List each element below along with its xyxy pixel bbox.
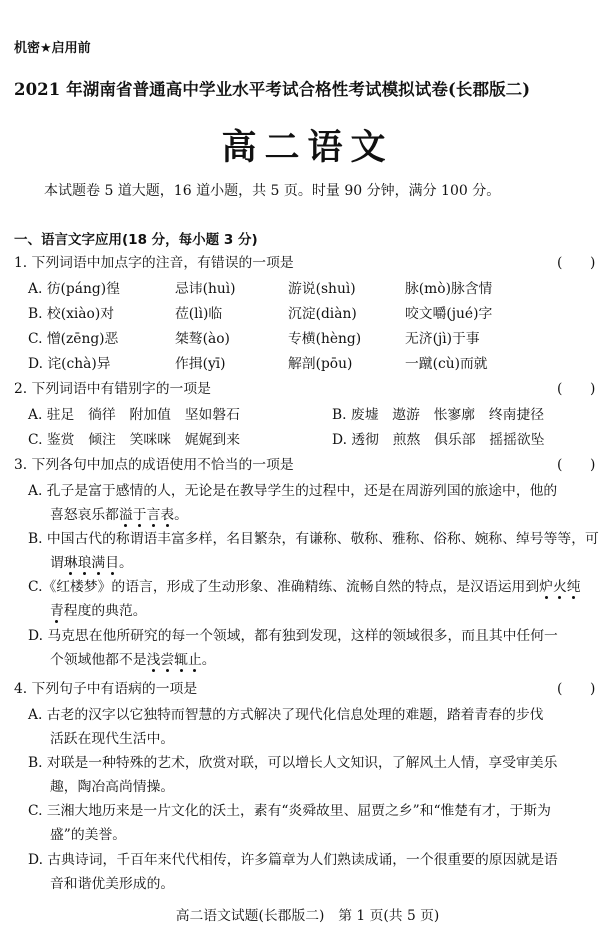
q2-option-b: B. 废墟 遨游 怅寥廓 终南捷径 — [332, 407, 545, 423]
q1-option-c-1: C. 憎(zēng)恶 — [28, 331, 119, 347]
q3-option-c-line2: 青程度的典范。 — [50, 599, 147, 619]
q3-option-a-line1: A. 孔子是富于感情的人，无论是在教导学生的过程中，还是在周游列国的旅途中，他的 — [28, 483, 558, 499]
question-3-stem: 3. 下列各句中加点的成语使用不恰当的一项是 — [14, 457, 294, 473]
dotted-idiom: 溢于言表 — [119, 507, 174, 523]
q3-option-d-line1: D. 马克思在他所研究的每一个领域，都有独到发现，这样的领域很多，而且其中任何一 — [28, 628, 558, 644]
q3-option-a-line2: 喜怒哀乐都溢于言表。 — [50, 503, 188, 523]
dotted-idiom: 浅尝辄止 — [147, 652, 202, 668]
section-title: 一、语言文字应用(18 分，每小题 3 分) — [14, 232, 258, 248]
exam-instructions: 本试题卷 5 道大题，16 道小题，共 5 页。时量 90 分钟，满分 100 分。 — [44, 183, 501, 199]
dotted-idiom: 炉火纯 — [539, 579, 580, 595]
q1-option-a-1: A. 彷(páng)徨 — [28, 281, 120, 297]
confidential-label: 机密★启用前 — [14, 41, 91, 56]
question-1-stem: 1. 下列词语中加点字的注音，有错误的一项是 — [14, 255, 294, 271]
q1-option-d-2: 作揖(yī) — [175, 356, 226, 372]
answer-blank-1[interactable]: ( ) — [557, 255, 596, 271]
exam-title: 2021 年湖南省普通高中学业水平考试合格性考试模拟试卷(长郡版二) — [14, 80, 531, 99]
question-4-stem: 4. 下列句子中有语病的一项是 — [14, 681, 198, 697]
q4-option-a-line2: 活跃在现代生活中。 — [50, 731, 175, 747]
q2-option-d: D. 透彻 煎熬 俱乐部 摇摇欲坠 — [332, 432, 545, 448]
q1-option-d-3: 解剖(pōu) — [288, 356, 353, 372]
q4-option-b-line2: 趣，陶冶高尚情操。 — [50, 779, 175, 795]
q2-option-a: A. 驻足 徜徉 附加值 坚如磐石 — [28, 407, 240, 423]
q1-option-b-3: 沉淀(diàn) — [288, 306, 357, 322]
q1-option-b-1: B. 校(xiào)对 — [28, 306, 114, 322]
q3-option-d-line2: 个领域他都不是浅尝辄止。 — [50, 648, 216, 668]
q1-option-b-4: 咬文嚼(jué)字 — [405, 306, 493, 322]
subject-title: 高二语文 — [221, 128, 394, 168]
dotted-idiom: 琳琅满目 — [64, 555, 119, 571]
q3-option-b-line1: B. 中国古代的称谓语丰富多样，名目繁杂，有谦称、敬称、雅称、俗称、婉称、绰号等等，可 — [28, 531, 599, 547]
q3-option-b-line2: 谓琳琅满目。 — [50, 551, 133, 571]
answer-blank-4[interactable]: ( ) — [557, 681, 596, 697]
q4-option-c-line1: C. 三湘大地历来是一片文化的沃土，素有“炎舜故里、屈贾之乡”和“惟楚有才，于斯为 — [28, 803, 551, 819]
q4-option-d-line2: 音和谐优美形成的。 — [50, 876, 175, 892]
question-2-stem: 2. 下列词语中有错别字的一项是 — [14, 381, 211, 397]
q4-option-a-line1: A. 古老的汉字以它独特而智慧的方式解决了现代化信息处理的难题，踏着青春的步伐 — [28, 707, 544, 723]
q4-option-c-line2: 盛”的美誉。 — [50, 827, 127, 843]
q1-option-a-2: 忌讳(huì) — [175, 281, 236, 297]
q3-option-c-line1: C.《红楼梦》的语言，形成了生动形象、准确精练、流畅自然的特点，是汉语运用到炉火纯 — [28, 575, 581, 595]
page-footer: 高二语文试题(长郡版二) 第 1 页(共 5 页) — [175, 908, 440, 924]
q1-option-b-2: 莅(lì)临 — [175, 306, 223, 322]
q1-option-a-3: 游说(shuì) — [288, 281, 356, 297]
q4-option-d-line1: D. 古典诗词，千百年来代代相传，许多篇章为人们熟读成诵，一个很重要的原因就是语 — [28, 852, 558, 868]
q2-option-c: C. 鉴赏 倾注 笑咪咪 娓娓到来 — [28, 432, 240, 448]
q1-option-d-1: D. 诧(chà)异 — [28, 356, 111, 372]
answer-blank-3[interactable]: ( ) — [557, 457, 596, 473]
q4-option-b-line1: B. 对联是一种特殊的艺术，欣赏对联，可以增长人文知识，了解风土人情，享受审美乐 — [28, 755, 558, 771]
q1-option-c-3: 专横(hèng) — [288, 331, 362, 347]
answer-blank-2[interactable]: ( ) — [557, 381, 596, 397]
q1-option-d-4: 一蹴(cù)而就 — [405, 356, 488, 372]
q1-option-a-4: 脉(mò)脉含情 — [405, 281, 493, 297]
dotted-idiom: 青 — [50, 603, 64, 619]
q1-option-c-2: 桀骜(ào) — [175, 331, 230, 347]
q1-option-c-4: 无济(jì)于事 — [405, 331, 480, 347]
